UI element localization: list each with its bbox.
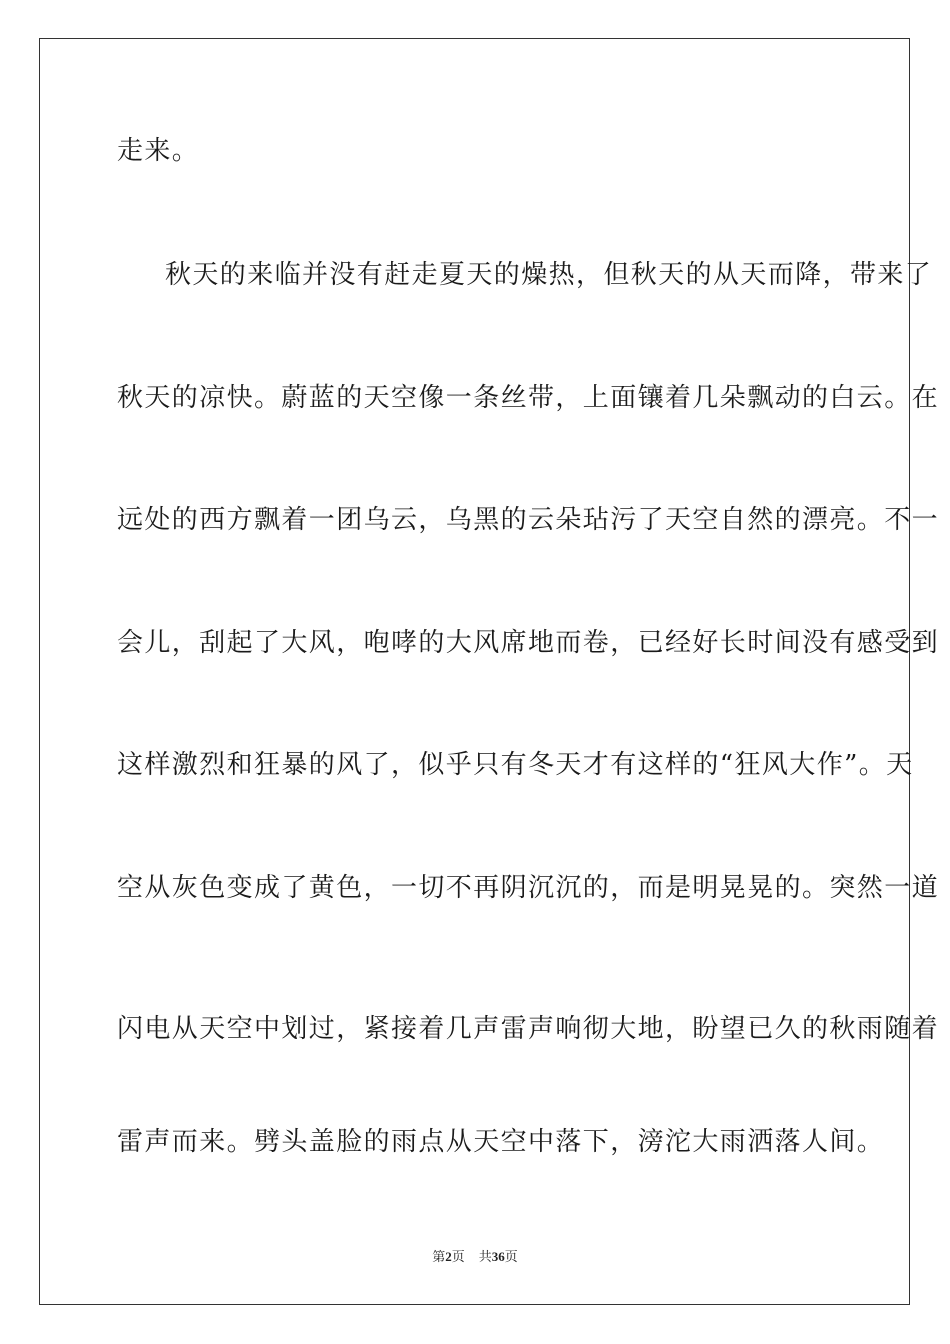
page-prefix: 第 <box>432 1250 446 1265</box>
text-line: 空从灰色变成了黄色，一切不再阴沉沉的，而是明晃晃的。突然一道 <box>117 873 940 903</box>
text-line: 会儿，刮起了大风，咆哮的大风席地而卷，已经好长时间没有感受到 <box>117 628 940 658</box>
page-border <box>39 38 940 1305</box>
text-line: 闪电从天空中划过，紧接着几声雷声响彻大地，盼望已久的秋雨随着 <box>117 1014 940 1044</box>
text-line: 秋天的来临并没有赶走夏天的燥热，但秋天的从天而降，带来了 <box>165 260 933 290</box>
page-number: 2 <box>445 1249 452 1264</box>
page-footer <box>0 1248 950 1267</box>
total-pages: 36 <box>491 1249 505 1264</box>
total-prefix: 共 <box>478 1250 492 1265</box>
total-suffix: 页 <box>504 1250 518 1265</box>
text-line: 这样激烈和狂暴的风了，似乎只有冬天才有这样的“狂风大作”。天 <box>117 750 914 780</box>
page-suffix: 页 <box>451 1250 465 1265</box>
text-line: 秋天的凉快。蔚蓝的天空像一条丝带，上面镶着几朵飘动的白云。在 <box>117 383 940 413</box>
text-line: 走来。 <box>117 136 200 166</box>
text-line: 雷声而来。劈头盖脸的雨点从天空中落下，滂沱大雨洒落人间。 <box>117 1127 885 1157</box>
text-line: 远处的西方飘着一团乌云，乌黑的云朵玷污了天空自然的漂亮。不一 <box>117 505 940 535</box>
